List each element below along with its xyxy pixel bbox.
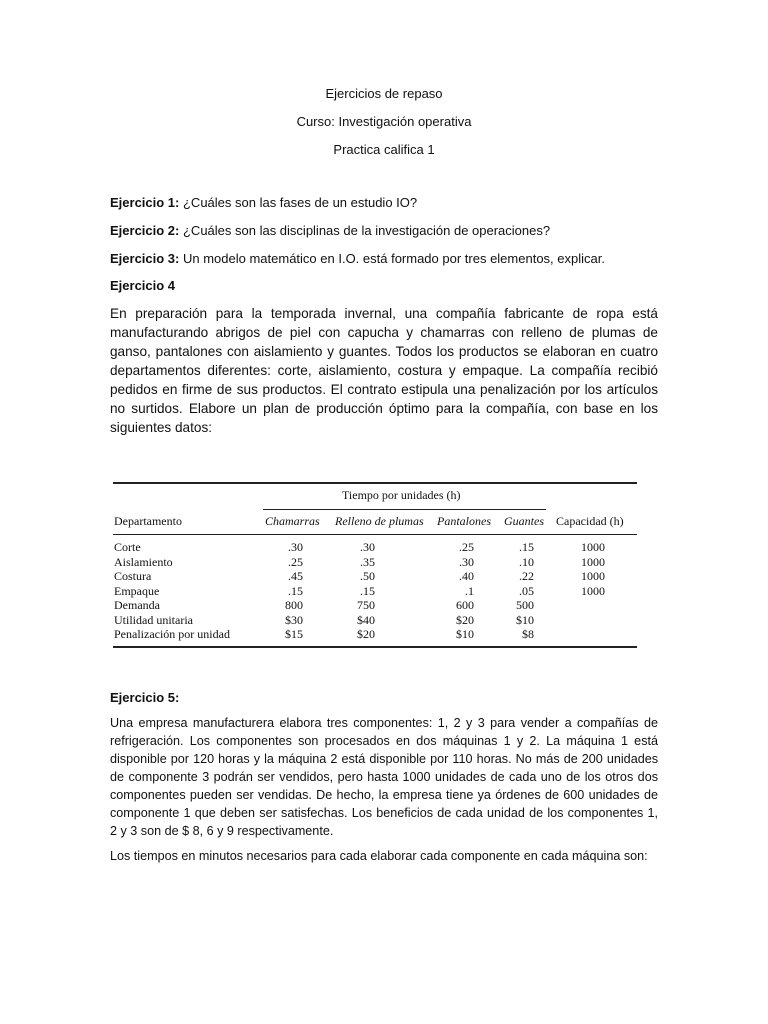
exercise-1 [110, 195, 660, 210]
table-cell: 750 [357, 598, 375, 612]
exercise-2-label: Ejercicio 2: [110, 223, 180, 238]
exercise-2-text: ¿Cuáles son las disciplinas de la investigación de operaciones? [179, 223, 551, 238]
table-cell: .40 [459, 569, 474, 583]
practice-name: Practica califica 1 [333, 142, 435, 157]
table-cell: .30 [288, 540, 303, 554]
table-row-label: Aislamiento [114, 554, 173, 569]
exercise-5-title [110, 690, 660, 705]
table-cell: .30 [360, 540, 375, 554]
exercise-5-label: Ejercicio 5: [110, 690, 180, 705]
table-cell: .25 [459, 540, 474, 554]
col-header-department: Departamento [114, 514, 182, 528]
table-group-rule [263, 509, 546, 510]
document-title: Ejercicios de repaso [325, 86, 443, 101]
table-row-label: Penalización por unidad [114, 627, 230, 641]
exercise-1-text: ¿Cuáles son las fases de un estudio IO? [179, 195, 418, 210]
table-bottom-rule [113, 646, 637, 648]
exercise-3 [110, 251, 660, 266]
table-cell: .1 [465, 583, 474, 598]
table-cell: $40 [357, 612, 375, 627]
table-cell: .15 [519, 540, 534, 554]
table-capacity-cell: 1000 [581, 540, 605, 554]
table-cell: $8 [522, 627, 534, 641]
table-row-label: Costura [114, 569, 152, 583]
table-cell: .22 [519, 569, 534, 583]
table-row-label: Utilidad unitaria [114, 612, 193, 627]
table-cell: .50 [360, 569, 375, 583]
table-cell: $10 [516, 612, 534, 627]
col-header-chamarras: Chamarras [265, 514, 320, 528]
table-cell: 800 [285, 598, 303, 612]
exercise-4-paragraph: En preparación para la temporada invernal, una compañía fabricante de ropa está manufacturando abrigos de piel con capucha y chamarras con relleno de plumas de ganso, pantalones con aislamiento y guantes. Todos los productos se elaboran en cuatro departamentos diferentes: corte, aislamiento, costura y empaque. La compañía recibió pedidos en firme de sus productos. El contrato estipula una penalización por los artículos no surtidos. Elabore un plan de producción óptimo para la compañía, con base en los siguientes datos: [110, 306, 658, 435]
exercise-1-label: Ejercicio 1: [110, 195, 180, 210]
exercise-4-title [110, 278, 660, 293]
exercise-3-label: Ejercicio 3: [110, 251, 180, 266]
table-cell: .30 [459, 554, 474, 569]
exercise-5-paragraph: Una empresa manufacturera elabora tres componentes: 1, 2 y 3 para vender a compañías de refrigeración. Los componentes son procesados en dos máquinas 1 y 2. La máquina 1 está disponible por 120 horas y la máquina 2 está disponible por 110 horas. No más de 200 unidades de componente 3 podrán ser vendidos, pero hasta 1000 unidades de cada uno de los otros dos componentes pueden ser vendidas. De hecho, la empresa tiene ya órdenes de 600 unidades de componente 1 que deben ser satisfechas. Los beneficios de cada unidad de los componentes 1, 2 y 3 son de $ 8, 6 y 9 respectivamente. [110, 716, 658, 838]
col-header-capacity: Capacidad (h) [556, 514, 624, 528]
table-cell: $15 [285, 627, 303, 641]
table-capacity-cell: 1000 [581, 583, 605, 598]
table-row-label: Demanda [114, 598, 160, 612]
table-row-label: Empaque [114, 583, 160, 598]
exercise-3-text: Un modelo matemático en I.O. está formado por tres elementos, explicar. [179, 251, 605, 266]
exercise-2 [110, 223, 660, 238]
table-capacity-cell: 1000 [581, 554, 605, 569]
table-cell: .35 [360, 554, 375, 569]
production-table [113, 482, 637, 648]
table-row-label: Corte [114, 540, 141, 554]
table-cell: 600 [456, 598, 474, 612]
table-cell: $20 [456, 612, 474, 627]
table-cell: .25 [288, 554, 303, 569]
exercise-5-last-line: Los tiempos en minutos necesarios para cada elaborar cada componente en cada máquina son: [110, 849, 648, 863]
exercise-4-label: Ejercicio 4 [110, 278, 176, 293]
col-header-pantalones: Pantalones [437, 514, 491, 528]
table-group-header: Tiempo por unidades (h) [342, 488, 461, 502]
table-cell: 500 [516, 598, 534, 612]
col-header-relleno: Relleno de plumas [335, 514, 424, 528]
table-cell: .05 [519, 583, 534, 598]
table-header-rule [113, 534, 637, 535]
course-name: Curso: Investigación operativa [296, 114, 472, 129]
table-cell: .15 [288, 583, 303, 598]
table-capacity-cell: 1000 [581, 569, 605, 583]
table-cell: $30 [285, 612, 303, 627]
table-cell: .15 [360, 583, 375, 598]
table-cell: .45 [288, 569, 303, 583]
table-cell: $20 [357, 627, 375, 641]
table-cell: .10 [519, 554, 534, 569]
table-top-rule [113, 482, 637, 484]
col-header-guantes: Guantes [504, 514, 544, 528]
table-cell: $10 [456, 627, 474, 641]
